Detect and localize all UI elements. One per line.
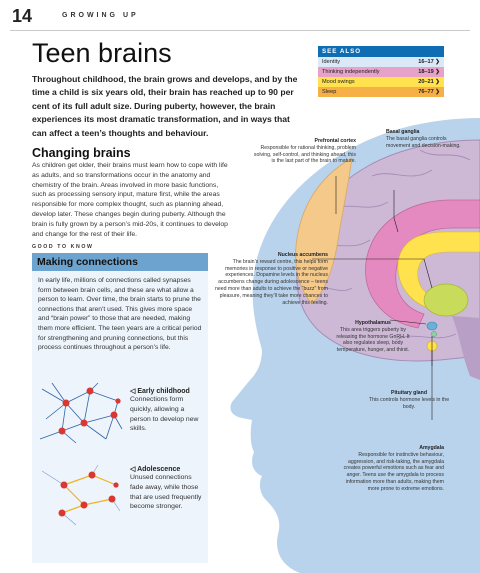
good-to-know-box	[32, 253, 208, 563]
label-title: Pituitary gland	[390, 390, 428, 396]
early-childhood-text: Connections form quickly, allowing a person to develop new skills.	[130, 396, 199, 433]
see-also-pages: 76–77 ❯	[418, 89, 440, 95]
label-title: Prefrontal cortex	[314, 138, 356, 144]
see-also-label: Sleep	[322, 89, 337, 95]
label-nucleus-accumbens	[214, 252, 328, 306]
see-also-item-sleep[interactable]	[318, 87, 444, 97]
label-amygdala	[336, 445, 444, 493]
neurons-adolescence-illustration	[36, 459, 128, 529]
label-basal-ganglia	[386, 129, 464, 149]
label-text: The basal ganglia controls movement and decision-making.	[386, 135, 461, 149]
changing-brains-heading: Changing brains	[32, 146, 131, 160]
neurons-early-illustration	[36, 379, 128, 447]
label-text: Responsible for instinctive behaviour, aggression, and risk-taking, the amygdala creates powerful emotions such as fear and anger. Teens use the amygdala to process information more than adults, making them more prone to extreme emotions.	[343, 451, 444, 492]
label-title: Hypothalamus	[355, 320, 391, 326]
label-text: This controls hormone levels in the body.	[368, 396, 450, 410]
see-also-label: Thinking independently	[322, 69, 380, 75]
changing-brains-text: As children get older, their brains must learn how to cope with life as adults, and so transformations occur in the anatomy and chemistry of the brain. Areas involved in more basic functions, such as processing sensory input, mature first, while the areas responsible for more complex thought, such as planning ahead, develop later. These changes begin during puberty. Although the brain is fully grown by a person’s mid-20s, it continues to develop and change for the rest of their life.	[32, 162, 228, 238]
nucleus-accumbens	[424, 284, 468, 316]
see-also-pages: 20–21 ❯	[418, 79, 440, 85]
see-also-pages: 18–19 ❯	[418, 69, 440, 75]
label-title: Amygdala	[419, 445, 444, 451]
making-connections-heading: Making connections	[32, 253, 208, 271]
hypothalamus	[427, 322, 437, 330]
adolescence-title: ◁ Adolescence	[130, 466, 181, 473]
label-pituitary-gland	[366, 390, 452, 410]
see-also-item-mood[interactable]	[318, 77, 444, 87]
page-number: 14	[12, 6, 33, 26]
see-also-pages: 16–17 ❯	[418, 59, 440, 65]
see-also-label: Identity	[322, 59, 341, 65]
pituitary-gland	[431, 331, 436, 336]
see-also-label: Mood swings	[322, 79, 355, 85]
label-text: The brain’s reward centre, this helps form memories in response to positive or negative experiences. Dopamine levels in the nucleus accumbens change during adolescence – teens need more than adults to achieve the “buzz” from pleasure, meaning they’ll take more chances to achieve this feeling.	[214, 258, 328, 306]
label-prefrontal-cortex	[252, 138, 356, 165]
section-name: GROWING UP	[62, 12, 139, 19]
see-also-item-thinking[interactable]	[318, 67, 444, 77]
see-also-heading: SEE ALSO	[318, 46, 444, 57]
early-childhood-title: ◁ Early childhood	[130, 388, 190, 395]
label-text: Responsible for rational thinking, problem solving, self-control, and thinking ahead, this is the last part of the brain to mature.	[253, 144, 356, 165]
page-title: Teen brains	[32, 38, 172, 68]
label-title: Basal ganglia	[386, 129, 420, 135]
adolescence-text: Unused connections fade away, while those that are used frequently become stronger.	[130, 474, 202, 511]
label-hypothalamus	[336, 320, 410, 354]
making-connections-text: In early life, millions of connections called synapses form between brain cells, and these are what allow a person to learn. Over time, the brain starts to prune the connections that aren’t used. This gives more space and “brain power” to those that are needed, making them more efficient. The teen years are a critical period for strengthening and pruning connections, but this process continues throughout a person’s life.	[38, 277, 202, 352]
intro-paragraph: Throughout childhood, the brain grows and develops, and by the time a child is six years old, their brain has reached up to 90 per cent of its full adult size. During puberty, however, the brain experiences its most dramatic transformation, and in ways that can affect a teen’s thoughts and behaviour.	[32, 74, 298, 138]
see-also-item-identity[interactable]	[318, 57, 444, 67]
label-text: This area triggers puberty by releasing the hormone GnRH. It also regulates sleep, body temperature, hunger, and thirst.	[336, 326, 410, 354]
see-also-box	[318, 46, 444, 97]
good-to-know-tag: GOOD TO KNOW	[32, 244, 94, 250]
label-title: Nucleus accumbens	[277, 252, 328, 258]
